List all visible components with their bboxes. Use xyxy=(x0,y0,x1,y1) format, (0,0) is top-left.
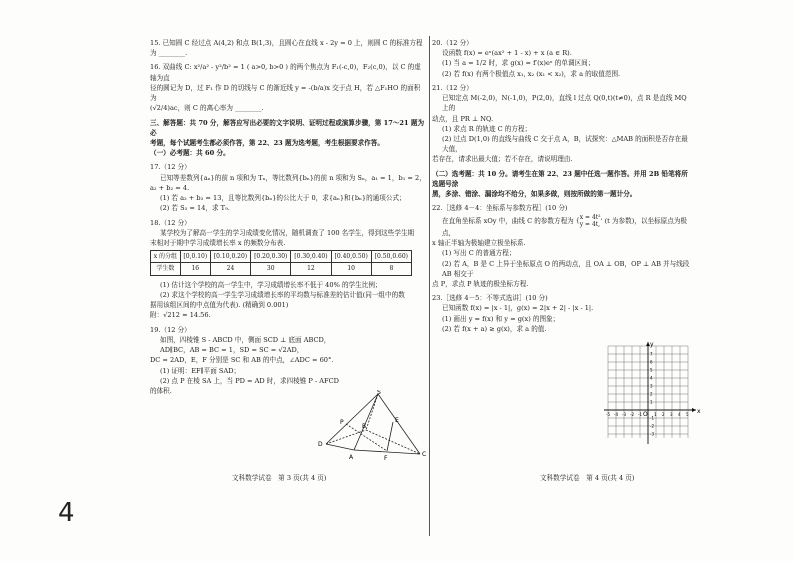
frequency-table xyxy=(150,250,412,276)
grid-tick-label-y: 2 xyxy=(650,391,653,397)
question-21-heading: 21.（12 分） xyxy=(432,83,473,92)
section-3-required: （一）必考题：共 60 分。 xyxy=(150,149,230,158)
question-19-stem-line2: DC = 2AD，E，F 分别是 SC 和 AB 的中点，∠ADC = 60°. xyxy=(150,356,334,365)
grid-tick-label-y: 1 xyxy=(650,399,653,405)
table-cell: 10 xyxy=(331,263,371,275)
parametric-system: {x = 4t², y = 4t, xyxy=(575,213,603,228)
parametric-eq-y: y = 4t, xyxy=(579,220,601,228)
table-cell: [0.30,0.40) xyxy=(291,251,331,263)
left-column xyxy=(150,38,426,400)
question-17-heading: 17.（12 分） xyxy=(150,163,191,172)
grid-tick-label-x: 1 xyxy=(654,412,657,417)
question-16-line2: 径的圆记为 D，过 F₁ 作 D 的切线与 C 的渐近线 y = -(b/a)x 交于点 H，若 △F₁HO 的面积为 xyxy=(150,83,421,103)
grid-tick-label-y: -2 xyxy=(650,423,654,429)
grid-tick-label-x: -5 xyxy=(606,412,610,417)
question-22-part1: (1) 写出 C 的普通方程； xyxy=(442,249,516,258)
table-cell: [0,0.10) xyxy=(180,251,210,263)
grid-tick-label-y: 7 xyxy=(650,351,653,357)
section-2-instructions-line2: 黑，多涂、错涂、漏涂均不给分，如果多做，则按所做的第一题计分。 xyxy=(432,190,637,199)
grid-tick-label-x: 4 xyxy=(678,412,681,417)
grid-tick-label-y: -3 xyxy=(650,431,654,437)
question-19-part1: (1) 证明：EF∥平面 SAD； xyxy=(160,366,241,375)
grid-tick-label-y: 5 xyxy=(650,367,653,373)
table-cell: 30 xyxy=(251,263,291,275)
question-18-part1: (1) 估计这个学校的高一学生中，学习成绩增长率不低于 40% 的学生比例； xyxy=(160,280,382,289)
question-16-line3: (√2/4)ac，则 C 的离心率为 ________. xyxy=(150,104,264,113)
grid-tick-label-x: -3 xyxy=(622,412,626,417)
question-22-heading: 22.［选修 4－4：坐标系与参数方程］(10 分) xyxy=(432,204,568,213)
table-cell: x 的分组 xyxy=(151,251,181,263)
handwritten-mark: 4 xyxy=(58,498,75,528)
table-row xyxy=(151,263,412,275)
table-header-row xyxy=(151,251,412,263)
question-20-stem: 设函数 f(x) = eˣ(ax² + 1 - x) + x (a ∈ R). xyxy=(442,49,572,58)
question-20-heading: 20.（12 分） xyxy=(432,39,473,47)
question-20-part1: (1) 当 a = 1/2 时，求 g(x) = f′(x)eˣ 的单调区间； xyxy=(442,59,595,68)
figure-label: B xyxy=(362,423,367,430)
grid-tick-label-y: 4 xyxy=(650,375,653,381)
page-footer-left: 文科数学试卷 第 3 页(共 4 页) xyxy=(232,474,327,482)
grid-tick-label-y: 3 xyxy=(650,383,653,389)
axis-label-x: x xyxy=(697,408,701,415)
coordinate-grid-figure xyxy=(604,340,704,448)
question-17-stem-line2: a₂ + b₂ = 4. xyxy=(150,183,190,192)
question-17-stem-line1: 已知等差数列{aₙ}的前 n 项和为 Tₙ，等比数列{bₙ}的前 n 项和为 Sₙ，a₁ = 1，b₁ = 2， xyxy=(160,173,426,182)
question-20-part2: (2) 若 f(x) 有两个极值点 x₁, x₂ (x₁ < x₂)，求 a 的取值范围. xyxy=(442,69,621,78)
question-23-heading: 23.［选修 4－5：不等式选讲］(10 分) xyxy=(432,294,548,303)
right-column xyxy=(432,38,694,338)
question-22-stem-post: (t 为参数)，以坐标原点为极点， xyxy=(442,216,688,237)
question-17-part1: (1) 若 a₃ + b₃ = 13，且等比数列{bₙ}的公比大于 0，求{aₙ}和{bₙ}的通项公式； xyxy=(160,194,406,203)
pyramid-figure xyxy=(318,390,428,462)
grid-tick-label-x: 5 xyxy=(686,412,689,417)
question-18-stem-line1: 某学校为了解高一学生的学习成绩变化情况，随机调查了 100 名学生，得到这些学生期 xyxy=(160,228,415,237)
question-21-stem-line1: 已知定点 M(-2,0)，N(-1,0)，P(2,0)，直线 l 过点 Q(0,t)(t≠0)，点 R 是直线 MQ 上的 xyxy=(442,94,687,113)
question-19-part2: (2) 点 P 在棱 SA 上，当 PD = AD 时，求四棱锥 P - AFCD xyxy=(160,376,339,385)
figure-label: A xyxy=(349,454,354,461)
grid-tick-label-x: 3 xyxy=(670,412,673,417)
question-21-part2-line2: 若存在，请求出最大值；若不存在，请说明理由. xyxy=(432,155,573,164)
question-18-heading: 18.（12 分） xyxy=(150,218,191,227)
origin-label: O xyxy=(643,411,648,418)
question-18-part2-line1: (2) 求这个学校的高一学生学习成绩增长率的平均数与标准差的估计值(同一组中的数 xyxy=(160,290,405,299)
question-19-part2-end: 的体积. xyxy=(150,386,172,395)
figure-label: F xyxy=(384,455,388,462)
question-18-part2-line2: 据用该组区间的中点值为代表). (精确到 0.001) xyxy=(150,301,289,310)
question-21-stem-line2: 动点，且 PR ⊥ NQ. xyxy=(432,114,494,123)
question-23-part2: (2) 若 f(x + a) ≥ g(x)，求 a 的值. xyxy=(442,324,547,333)
parametric-eq-x: x = 4t², xyxy=(579,213,603,221)
figure-label: P xyxy=(340,419,344,426)
table-cell: 8 xyxy=(371,263,411,275)
figure-label: E xyxy=(395,417,399,424)
question-18-note: 附：√212 ≈ 14.56. xyxy=(150,311,211,320)
figure-label: D xyxy=(318,441,323,448)
question-16-line1: 16. 双曲线 C: x²/a² - y²/b² = 1 ( a>0, b>0 ) 的两个焦点为 F₁(-c,0)，F₂(c,0)，以 C 的虚轴为直 xyxy=(150,63,421,82)
section-3-instructions-line1: 三、解答题：共 70 分，解答应写出必要的文字说明、证明过程或演算步骤，第 17～21 题为必 xyxy=(150,118,425,137)
figure-label: S xyxy=(377,390,381,396)
table-cell: [0.40,0.50) xyxy=(331,251,371,263)
question-17-part2: (2) 若 S₃ = 14，求 T₉. xyxy=(160,204,230,213)
column-divider xyxy=(429,36,430,536)
figure-label: C xyxy=(422,451,427,458)
question-21-part1: (1) 求点 R 的轨迹 C 的方程； xyxy=(442,124,532,133)
grid-tick-label-y: -1 xyxy=(650,415,654,421)
axis-label-y: y xyxy=(650,341,654,348)
question-15: 15. 已知圆 C 经过点 A(4,2) 和点 B(1,3)，且圆心在直线 x - 2y = 0 上，则圆 C 的标准方程为 ________. xyxy=(150,39,423,58)
page-footer-right: 文科数学试卷 第 4 页(共 4 页) xyxy=(540,474,635,482)
section-3-instructions-line2: 考题，每个试题考生都必须作答，第 22、23 题为选考题，考生根据要求作答。 xyxy=(150,138,384,147)
table-cell: [0.10,0.20) xyxy=(210,251,250,263)
table-cell: 16 xyxy=(180,263,210,275)
section-2-instructions-line1: （二）选考题：共 10 分。请考生在第 22、23 题中任选一题作答。并用 2B 铅笔将所选题号涂 xyxy=(432,169,688,188)
table-cell: [0.50,0.60) xyxy=(371,251,411,263)
question-21-part2-line1: (2) 过点 D(1,0) 的直线与曲线 C 交于点 A，B，试探究：△MAB 的面积是否存在最大值， xyxy=(442,134,688,154)
question-19-stem-line1: 如图，四棱锥 S - ABCD 中，侧面 SCD ⊥ 底面 ABCD，AD∥BC，AB = BC = 1，SD = SC = √2AD， xyxy=(160,335,331,355)
table-cell: [0.20,0.30) xyxy=(251,251,291,263)
question-22-stem-line2: x 轴正半轴为极轴建立极坐标系. xyxy=(432,239,526,248)
question-22-stem-pre: 在直角坐标系 xOy 中，曲线 C 的参数方程为 xyxy=(442,216,574,225)
question-22-stem xyxy=(432,214,694,239)
table-cell: 学生数 xyxy=(151,263,181,275)
grid-tick-label-x: -1 xyxy=(638,412,642,417)
grid-tick-label-y: 6 xyxy=(650,359,653,365)
grid-tick-label-x: -4 xyxy=(614,412,618,417)
question-22-part2-line1: (2) 若 A，B 是 C 上异于坐标原点 O 的两动点，且 OA ⊥ OB，OP ⊥ AB 并与线段 AB 相交于 xyxy=(442,259,690,278)
question-19-heading: 19.（12 分） xyxy=(150,325,191,334)
question-23-stem: 已知函数 f(x) = |x - 1|，g(x) = 2|x + 2| - |x - 1|. xyxy=(442,304,594,313)
question-23-part1: (1) 画出 y = f(x) 和 y = g(x) 的图象； xyxy=(442,314,560,323)
question-22-part2-line2: 点 P，求点 P 轨迹的极坐标方程. xyxy=(432,279,529,288)
table-cell: 24 xyxy=(210,263,250,275)
grid-tick-label-x: 2 xyxy=(662,412,665,417)
question-18-stem-line2: 末相对于期中学习成绩增长率 x 的频数分布表. xyxy=(150,238,286,247)
table-cell: 12 xyxy=(291,263,331,275)
grid-tick-label-x: -2 xyxy=(630,412,634,417)
